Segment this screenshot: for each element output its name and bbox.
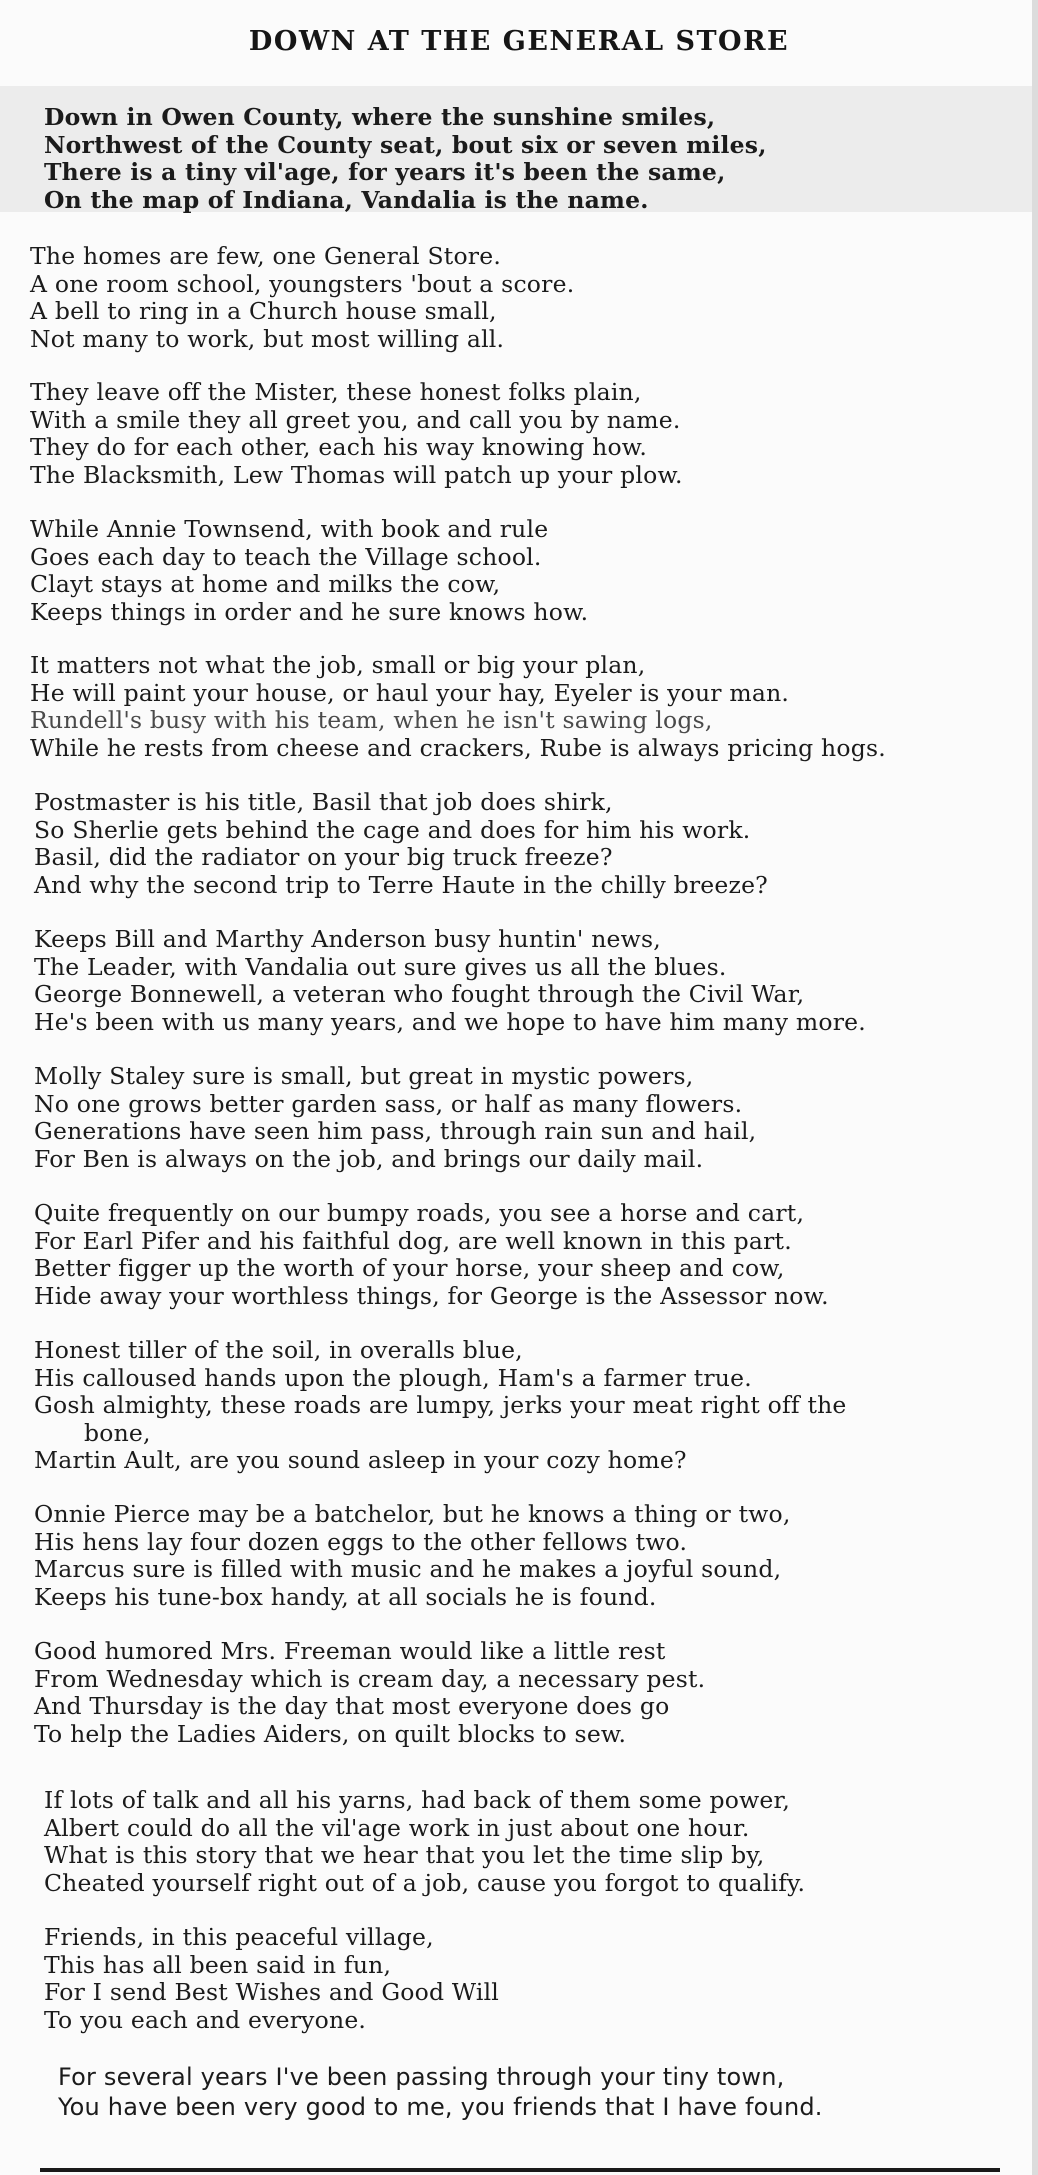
poem-line: From Wednesday which is cream day, a necessary pest.: [34, 1664, 706, 1693]
poem-line: bone,: [84, 1418, 151, 1447]
poem-line: Honest tiller of the soil, in overalls blue,: [34, 1336, 523, 1364]
poem-line: While he rests from cheese and crackers, Rube is always pricing hogs.: [30, 733, 886, 762]
poem-line: Quite frequently on our bumpy roads, you see a horse and cart,: [34, 1199, 805, 1227]
poem-line: For I send Best Wishes and Good Will: [44, 1978, 500, 2006]
poem-line: Gosh almighty, these roads are lumpy, jerks your meat right off the: [34, 1391, 847, 1419]
stanza-5: [30, 652, 1038, 762]
poem-line: He will paint your house, or haul your hay, Eyeler is your man.: [30, 678, 790, 707]
poem-line: Clayt stays at home and milks the cow,: [30, 570, 501, 598]
poem-line: The Blacksmith, Lew Thomas will patch up your plow.: [30, 460, 683, 489]
poem-line: Not many to work, but most willing all.: [30, 324, 505, 353]
poem-line: For Ben is always on the job, and brings our daily mail.: [34, 1144, 704, 1173]
poem-line: Basil, did the radiator on your big truck freeze?: [34, 843, 613, 871]
stanza-7: [34, 926, 1038, 1036]
poem-line: Albert could do all the vil'age work in just about one hour.: [44, 1813, 750, 1842]
poem-line: Postmaster is his title, Basil that job does shirk,: [34, 788, 613, 816]
poem-line: The Leader, with Vandalia out sure gives us all the blues.: [34, 952, 727, 981]
poem-line: Hide away your worthless things, for George is the Assessor now.: [34, 1281, 829, 1310]
stanza-1: [44, 104, 1038, 214]
bottom-rule: [40, 2168, 1000, 2172]
stanza-3: [30, 379, 1038, 489]
poem-line: You have been very good to me, you friends that I have found.: [58, 2093, 823, 2121]
poem-line: Cheated yourself right out of a job, cause you forgot to qualify.: [44, 1868, 806, 1897]
poem-line: A bell to ring in a Church house small,: [30, 297, 497, 325]
stanza-4: [30, 516, 1038, 626]
poem-line: Northwest of the County seat, bout six or seven miles,: [44, 130, 767, 159]
poem-line: And why the second trip to Terre Haute in the chilly breeze?: [34, 870, 768, 899]
poem-line: To help the Ladies Aiders, on quilt blocks to sew.: [34, 1719, 627, 1748]
poem-line: They leave off the Mister, these honest folks plain,: [30, 378, 642, 406]
poem-line: There is a tiny vil'age, for years it's been the same,: [44, 158, 726, 186]
stanza-10: [34, 1337, 1038, 1475]
poem-line: Keeps Bill and Marthy Anderson busy huntin' news,: [34, 925, 661, 953]
poem-line: Friends, in this peaceful village,: [44, 1923, 434, 1951]
poem-line: Generations have seen him pass, through rain sun and hail,: [34, 1117, 757, 1145]
poem-line: This has all been said in fun,: [44, 1950, 392, 1979]
poem-line: His calloused hands upon the plough, Ham's a farmer true.: [34, 1363, 752, 1392]
poem-line: They do for each other, each his way knowing how.: [30, 433, 648, 461]
poem-line: For several years I've been passing through your tiny town,: [58, 2063, 785, 2091]
poem-line: No one grows better garden sass, or half as many flowers.: [34, 1089, 743, 1118]
poem-line: A one room school, youngsters 'bout a score.: [30, 269, 575, 298]
poem-line: He's been with us many years, and we hope to have him many more.: [34, 1007, 866, 1036]
poem-line: Keeps his tune-box handy, at all socials he is found.: [34, 1582, 657, 1611]
poem-line: Better figger up the worth of your horse, your sheep and cow,: [34, 1254, 785, 1282]
closing-stanza: [58, 2062, 1038, 2122]
poem-line: Martin Ault, are you sound asleep in your cozy home?: [34, 1446, 687, 1474]
poem-line: Keeps things in order and he sure knows how.: [30, 597, 589, 626]
stanza-9: [34, 1200, 1038, 1310]
poem-title: DOWN AT THE GENERAL STORE: [248, 26, 790, 57]
stanza-8: [34, 1063, 1038, 1173]
poem-line: For Earl Pifer and his faithful dog, are well known in this part.: [34, 1226, 792, 1255]
stanza-11: [34, 1501, 1038, 1611]
poem-line: Molly Staley sure is small, but great in mystic powers,: [34, 1062, 694, 1090]
poem-line: On the map of Indiana, Vandalia is the name.: [44, 185, 649, 214]
poem-line: If lots of talk and all his yarns, had back of them some power,: [44, 1786, 791, 1814]
stanza-2: [30, 243, 1038, 353]
poem-line: What is this story that we hear that you let the time slip by,: [44, 1841, 765, 1869]
poem-line: Good humored Mrs. Freeman would like a little rest: [34, 1637, 666, 1665]
poem-line: Down in Owen County, where the sunshine smiles,: [44, 103, 716, 131]
poem-line: While Annie Townsend, with book and rule: [30, 515, 549, 543]
poem-line: Rundell's busy with his team, when he isn't sawing logs,: [30, 706, 713, 734]
stanza-12: [34, 1638, 1038, 1748]
poem-line: His hens lay four dozen eggs to the other fellows two.: [34, 1527, 688, 1556]
poem-line: To you each and everyone.: [44, 2005, 367, 2034]
poem-line: It matters not what the job, small or big your plan,: [30, 651, 646, 679]
stanza-13: [44, 1787, 1038, 1897]
poem-line: Onnie Pierce may be a batchelor, but he knows a thing or two,: [34, 1500, 791, 1528]
stanza-14: [44, 1924, 1038, 2034]
poem-line: George Bonnewell, a veteran who fought through the Civil War,: [34, 980, 805, 1008]
poem-line: So Sherlie gets behind the cage and does for him his work.: [34, 815, 751, 844]
poem-line: The homes are few, one General Store.: [30, 242, 501, 270]
poem-line: Goes each day to teach the Village school.: [30, 542, 542, 571]
poem-line: Marcus sure is filled with music and he makes a joyful sound,: [34, 1555, 782, 1583]
stanza-6: [34, 789, 1038, 899]
poem-line: With a smile they all greet you, and call you by name.: [30, 405, 681, 434]
poem-line: And Thursday is the day that most everyone does go: [34, 1692, 670, 1720]
